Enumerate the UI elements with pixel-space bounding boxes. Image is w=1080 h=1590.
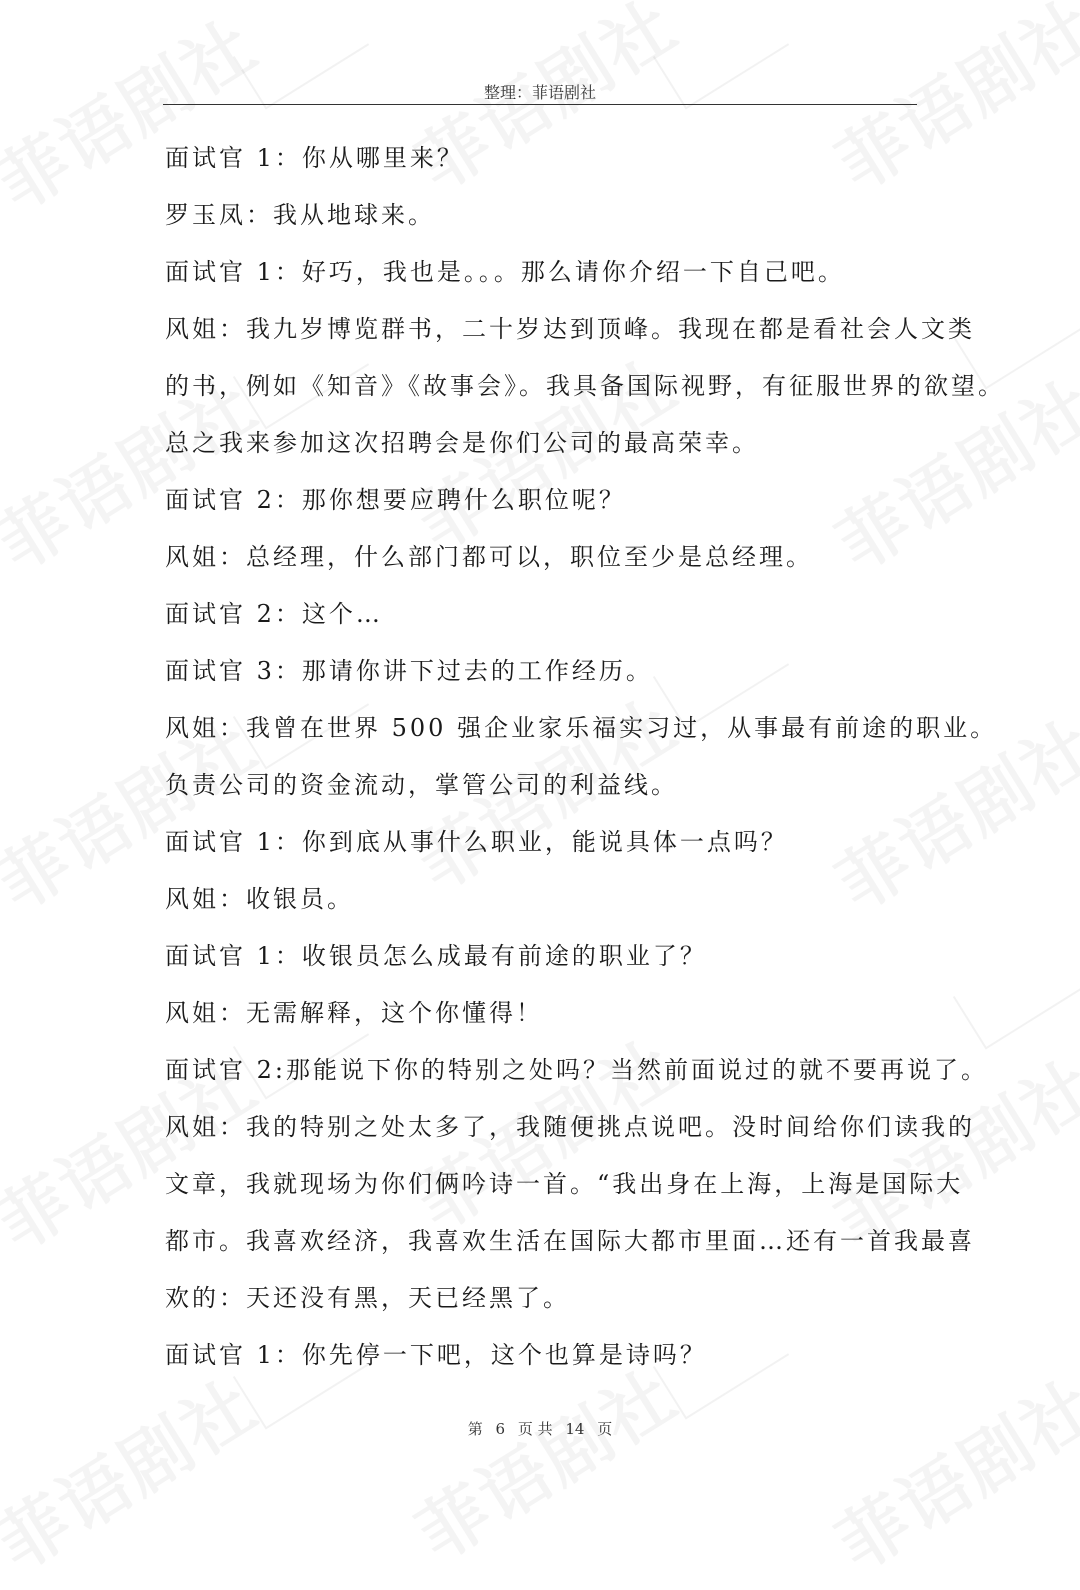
watermark-bracket <box>953 932 1080 1049</box>
dialogue-line: 面试官 1：好巧，我也是。。。那么请你介绍一下自己吧。 <box>165 258 845 286</box>
dialogue-line: 风姐：我的特别之处太多了，我随便挑点说吧。没时间给你们读我的 <box>165 1113 975 1141</box>
dialogue-line: 风姐：我曾在世界 500 强企业家乐福实习过，从事最有前途的职业。 <box>165 714 998 742</box>
dialogue-line: 都市。我喜欢经济，我喜欢生活在国际大都市里面…还有一首我最喜 <box>165 1227 975 1255</box>
dialogue-line: 风姐：总经理，什么部门都可以，职位至少是总经理。 <box>165 543 813 571</box>
dialogue-line: 负责公司的资金流动，掌管公司的利益线。 <box>165 771 678 799</box>
footer-middle: 页 共 <box>517 1420 553 1438</box>
dialogue-line: 文章，我就现场为你们俩吟诗一首。“我出身在上海，上海是国际大 <box>165 1170 964 1198</box>
dialogue-line: 面试官 3：那请你讲下过去的工作经历。 <box>165 657 653 685</box>
dialogue-line: 面试官 2：那你想要应聘什么职位呢？ <box>165 486 626 514</box>
dialogue-line: 总之我来参加这次招聘会是你们公司的最高荣幸。 <box>165 429 759 457</box>
dialogue-line: 面试官 2:那能说下你的特别之处吗？当然前面说过的就不要再说了。 <box>165 1056 988 1084</box>
dialogue-line: 罗玉凤：我从地球来。 <box>165 201 435 229</box>
dialogue-line: 欢的：天还没有黑，天已经黑了。 <box>165 1284 570 1312</box>
dialogue-line: 风姐：无需解释，这个你懂得！ <box>165 999 543 1027</box>
dialogue-line: 面试官 1：收银员怎么成最有前途的职业了？ <box>165 942 707 970</box>
dialogue-line: 面试官 1：你到底从事什么职业，能说具体一点吗？ <box>165 828 788 856</box>
page-footer <box>0 1418 1080 1439</box>
page-header <box>163 76 917 105</box>
document-body <box>165 130 1005 1384</box>
dialogue-line: 风姐：收银员。 <box>165 885 354 913</box>
dialogue-line: 面试官 1：你从哪里来？ <box>165 144 464 172</box>
dialogue-line: 的书，例如《知音》《故事会》。我具备国际视野，有征服世界的欲望。 <box>165 372 1005 400</box>
dialogue-line: 风姐：我九岁博览群书，二十岁达到顶峰。我现在都是看社会人文类 <box>165 315 975 343</box>
dialogue-line: 面试官 2：这个… <box>165 600 383 628</box>
footer-prefix: 第 <box>467 1420 483 1438</box>
footer-suffix: 页 <box>597 1420 613 1438</box>
watermark-text <box>0 1351 273 1589</box>
total-pages: 14 <box>565 1420 585 1438</box>
watermark-text <box>815 1351 1080 1589</box>
dialogue-line: 面试官 1：你先停一下吧，这个也算是诗吗？ <box>165 1341 707 1369</box>
header-text: 整理：菲语剧社 <box>483 83 596 102</box>
page-number: 6 <box>495 1420 506 1438</box>
